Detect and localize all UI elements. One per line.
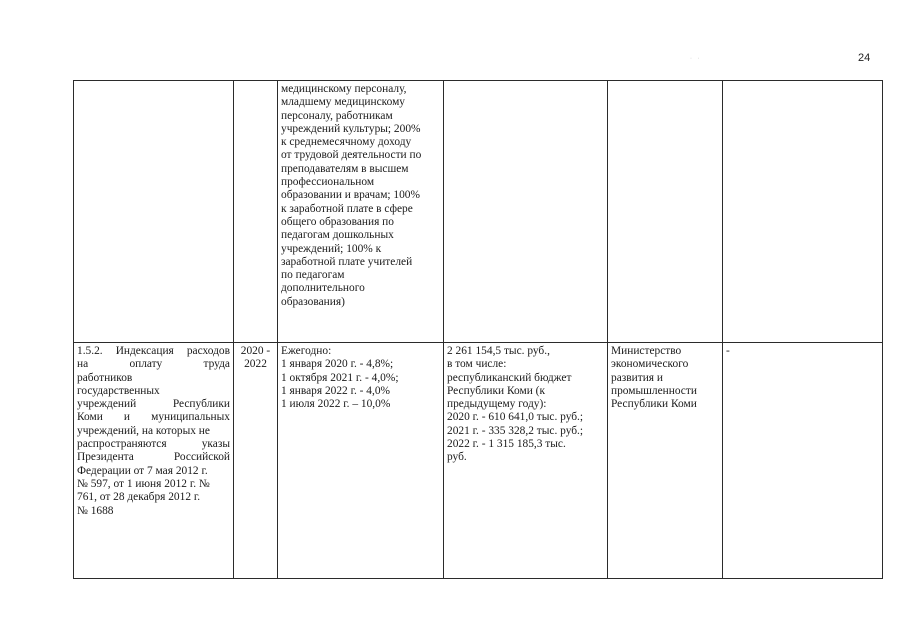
- text-line: к заработной плате в сфере: [281, 202, 413, 215]
- text-line: Республики Коми: [611, 398, 697, 411]
- text-word: муниципальных: [151, 411, 230, 424]
- text-line: учреждений культуры; 200%: [281, 122, 421, 135]
- text-line: [77, 438, 230, 451]
- text-word: и: [123, 411, 131, 424]
- cell-funding: [444, 81, 608, 343]
- period-lines: [237, 345, 274, 372]
- text-line: учреждений; 100% к: [281, 242, 382, 255]
- text-line: от трудовой деятельности по: [281, 149, 422, 162]
- text-line: персоналу, работникам: [281, 109, 393, 122]
- text-line: 2022: [244, 358, 267, 371]
- scan-artifact: · ·: [690, 56, 702, 62]
- cell-executor: [608, 81, 723, 343]
- text-line: по педагогам: [281, 269, 345, 282]
- text-line: [77, 491, 230, 504]
- table-row-continuation: [74, 81, 883, 343]
- measures-table: [73, 80, 883, 579]
- text-word: учреждений, на которых не: [77, 424, 210, 437]
- text-line: 1 января 2022 г. - 4,0%: [281, 384, 391, 397]
- text-word: расходов: [186, 345, 230, 357]
- cell-note: -: [723, 343, 883, 579]
- text-line: Ежегодно:: [281, 345, 332, 357]
- text-word: № 597, от 1 июня 2012 г. №: [77, 477, 210, 490]
- text-line: республиканский бюджет: [447, 371, 572, 384]
- text-line: 2022 г. - 1 315 185,3 тыс.: [447, 438, 566, 451]
- text-word: Федерации от 7 мая 2012 г.: [77, 464, 208, 477]
- text-line: [77, 465, 230, 478]
- cell-measure: [74, 343, 234, 579]
- cell-period: [234, 343, 278, 579]
- cell-content: [278, 81, 444, 343]
- text-word: Республики: [172, 398, 230, 411]
- text-line: [77, 345, 230, 358]
- text-line: экономического: [611, 358, 689, 371]
- text-word: Президента: [77, 451, 134, 464]
- text-line: младшему медицинскому: [281, 96, 406, 109]
- table-row-measure-1-5-2: [74, 343, 883, 579]
- funding-amount: [447, 345, 604, 465]
- text-word: на: [77, 358, 89, 371]
- text-line: предыдущему году):: [447, 398, 547, 411]
- cell-measure: [74, 81, 234, 343]
- text-line: 2020 -: [240, 345, 271, 357]
- text-line: 1 июля 2022 г. – 10,0%: [281, 398, 391, 411]
- text-line: дополнительного: [281, 282, 365, 295]
- text-word: Коми: [77, 411, 103, 424]
- text-word: учреждений: [77, 398, 137, 411]
- text-line: [77, 372, 230, 385]
- text-line: [77, 425, 230, 438]
- text-line: 2 261 154,5 тыс. руб.,: [447, 345, 550, 357]
- text-word: оплату: [129, 358, 163, 371]
- text-word: 1.5.2.: [77, 345, 103, 357]
- text-word: распространяются: [77, 438, 167, 451]
- text-line: руб.: [447, 451, 467, 464]
- text-line: 1 октября 2021 г. - 4,0%;: [281, 371, 399, 384]
- text-line: 2020 г. - 610 641,0 тыс. руб.;: [447, 411, 584, 424]
- text-line: Министерство: [611, 345, 682, 357]
- text-line: [77, 398, 230, 411]
- text-line: профессиональном: [281, 176, 375, 189]
- text-word: 761, от 28 декабря 2012 г.: [77, 491, 201, 504]
- content-lines: [281, 83, 440, 309]
- text-line: медицинскому персоналу,: [281, 83, 407, 95]
- text-word: № 1688: [77, 504, 114, 517]
- text-line: [77, 478, 230, 491]
- text-line: 2021 г. - 335 328,2 тыс. руб.;: [447, 424, 584, 437]
- text-word: указы: [201, 438, 230, 451]
- text-line: [77, 358, 230, 371]
- text-line: [77, 385, 230, 398]
- cell-executor: [608, 343, 723, 579]
- text-word: Индексация: [115, 345, 174, 357]
- text-word: работников: [77, 371, 133, 384]
- text-line: [77, 451, 230, 464]
- text-line: [77, 411, 230, 424]
- text-line: общего образования по: [281, 215, 394, 228]
- text-line: заработной плате учителей: [281, 255, 413, 268]
- text-line: в том числе:: [447, 358, 507, 371]
- measure-description: [77, 345, 230, 518]
- cell-period: [234, 81, 278, 343]
- text-line: [77, 505, 230, 518]
- text-line: образовании и врачам; 100%: [281, 189, 420, 202]
- text-line: к среднемесячному доходу: [281, 136, 412, 149]
- text-line: промышленности: [611, 384, 697, 397]
- cell-funding: [444, 343, 608, 579]
- text-line: образования): [281, 295, 345, 308]
- text-line: Республики Коми (к: [447, 384, 545, 397]
- responsible-executor: [611, 345, 719, 411]
- text-line: педагогам дошкольных: [281, 229, 394, 242]
- text-word: государственных: [77, 384, 160, 397]
- text-word: труда: [203, 358, 230, 371]
- indexation-schedule: [281, 345, 440, 411]
- page-number: 24: [858, 52, 871, 64]
- cell-content: [278, 343, 444, 579]
- text-word: Российской: [173, 451, 230, 464]
- cell-note: [723, 81, 883, 343]
- text-line: преподавателям в высшем: [281, 162, 409, 175]
- text-line: развития и: [611, 371, 663, 384]
- text-line: 1 января 2020 г. - 4,8%;: [281, 358, 394, 371]
